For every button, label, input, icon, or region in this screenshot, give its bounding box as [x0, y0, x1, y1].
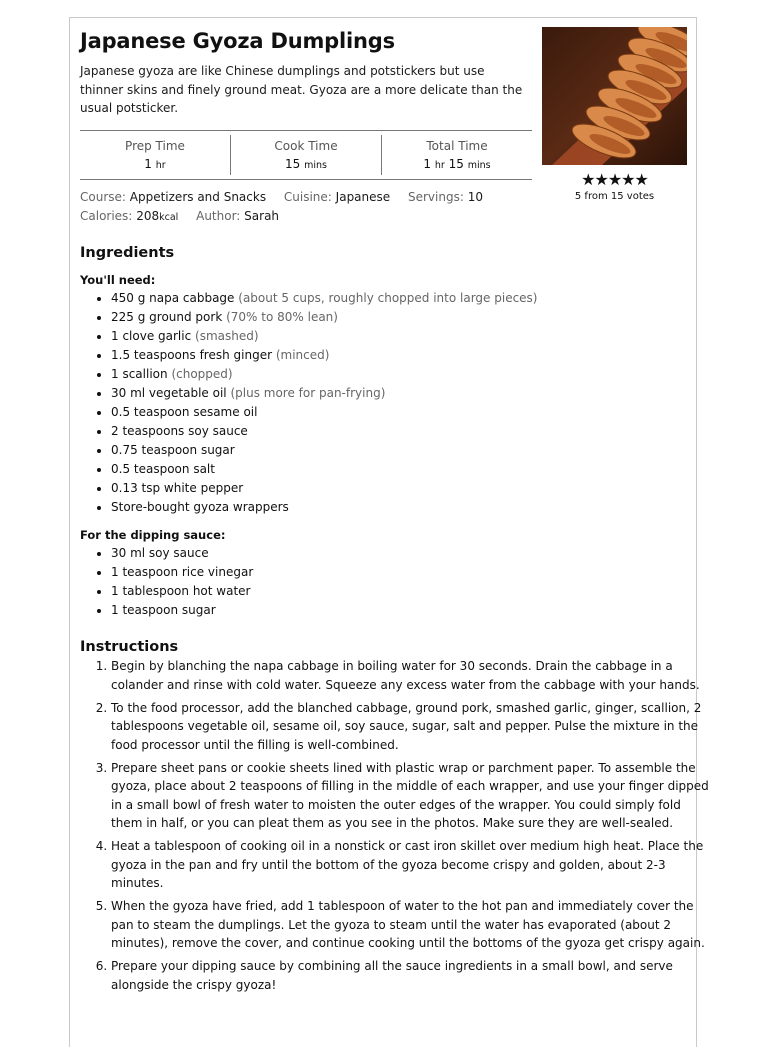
ingredient-item — [111, 479, 538, 498]
ingredient-amount-name: 450 g napa cabbage — [111, 291, 235, 305]
ingredient-amount-name: 225 g ground pork — [111, 310, 223, 324]
ingredient-list-sauce — [80, 544, 253, 620]
ingredient-item — [111, 384, 538, 403]
author: Author: Sarah — [196, 209, 280, 223]
ingredient-item — [111, 460, 538, 479]
servings: Servings: 10 — [408, 190, 483, 204]
instruction-step: 4. Heat a tablespoon of cooking oil in a nonstick or cast iron skillet over medium high heat. Place the gyoza in the pan and fry until the bottom of the gyoza become crispy and golden, about 2-3 minutes. — [111, 837, 711, 893]
ingredients-heading: Ingredients — [80, 245, 175, 261]
total-time-hours-unit: hr — [434, 160, 445, 171]
ingredient-amount-name: 0.5 teaspoon sesame oil — [111, 405, 258, 419]
ingredient-note: (smashed) — [195, 329, 259, 343]
ingredient-item — [111, 498, 538, 517]
rating-stars[interactable]: ★★★★★ — [581, 170, 648, 189]
ingredient-amount-name: Store-bought gyoza wrappers — [111, 500, 289, 514]
ingredient-item — [111, 601, 253, 620]
recipe-times — [80, 130, 532, 180]
total-time-value — [382, 157, 532, 171]
ingredient-amount-name: 30 ml soy sauce — [111, 546, 209, 560]
calories: Calories: 208kcal — [80, 209, 179, 223]
ingredient-item — [111, 289, 538, 308]
ingredient-amount-name: 0.5 teaspoon salt — [111, 462, 215, 476]
ingredient-note: (minced) — [275, 348, 330, 362]
ingredient-item — [111, 403, 538, 422]
ingredient-item — [111, 308, 538, 327]
prep-time-unit: hr — [155, 160, 166, 171]
ingredient-note: (chopped) — [171, 367, 233, 381]
cuisine: Cuisine: Japanese — [283, 190, 391, 204]
ingredient-amount-name: 30 ml vegetable oil — [111, 386, 227, 400]
prep-time-hours: 1 — [144, 157, 152, 171]
ingredient-item — [111, 422, 538, 441]
ingredient-item — [111, 365, 538, 384]
ingredient-amount-name: 1.5 teaspoons fresh ginger — [111, 348, 273, 362]
instruction-step: 3. Prepare sheet pans or cookie sheets lined with plastic wrap or parchment paper. To assemble the gyoza, place about 2 teaspoons of filling in the middle of each wrapper, and use your finger dipped in a small bowl of fresh water to moisten the outer edges of the wrapper. You could simply fold them in half, or you can pleat them as you see in the photos. Make sure they are well-sealed. — [111, 759, 711, 833]
ingredient-amount-name: 2 teaspoons soy sauce — [111, 424, 248, 438]
total-time-minutes-unit: mins — [467, 160, 491, 171]
ingredient-item — [111, 544, 253, 563]
instruction-step: 2. To the food processor, add the blanched cabbage, ground pork, smashed garlic, ginger, scallion, 2 tablespoons vegetable oil, sesame oil, soy sauce, sugar, salt and pepper. Pulse the mixture in the food processor until the filling is well-combined. — [111, 699, 711, 755]
gyoza-image — [542, 27, 687, 165]
recipe-photo — [542, 27, 687, 165]
prep-time-value — [80, 157, 230, 171]
ingredient-amount-name: 0.13 tsp white pepper — [111, 481, 244, 495]
course: Course: Appetizers and Snacks — [80, 190, 267, 204]
instruction-step: 6. Prepare your dipping sauce by combining all the sauce ingredients in a small bowl, and serve alongside the crispy gyoza! — [111, 957, 711, 994]
ingredient-amount-name: 1 clove garlic — [111, 329, 192, 343]
ingredient-note: (about 5 cups, roughly chopped into large pieces) — [238, 291, 538, 305]
ingredient-amount-name: 1 teaspoon sugar — [111, 603, 216, 617]
instruction-step: 5. When the gyoza have fried, add 1 tablespoon of water to the hot pan and immediately cover the pan to steam the dumplings. Let the gyoza to steam until the water has evaporated (about 2 minutes), remove the cover, and continue cooking until the bottoms of the gyoza get crispy again. — [111, 897, 711, 953]
prep-time — [80, 135, 230, 175]
ingredient-note: (70% to 80% lean) — [226, 310, 338, 324]
rating-votes: 5 from 15 votes — [574, 191, 655, 202]
ingredient-list-main — [80, 289, 538, 517]
total-time-label: Total Time — [426, 139, 488, 153]
cook-time-unit: mins — [304, 160, 327, 171]
recipe-meta-line-2 — [80, 209, 293, 223]
ingredient-amount-name: 1 tablespoon hot water — [111, 584, 251, 598]
cook-time-minutes: 15 — [285, 157, 301, 171]
ingredient-amount-name: 0.75 teaspoon sugar — [111, 443, 235, 457]
ingredient-item — [111, 563, 253, 582]
prep-time-label: Prep Time — [125, 139, 185, 153]
instructions-heading: Instructions — [80, 639, 179, 655]
recipe-meta-line-1 — [80, 190, 497, 204]
total-time — [381, 135, 532, 175]
ingredient-item — [111, 441, 538, 460]
ingredient-item — [111, 582, 253, 601]
ingredient-group-name: You'll need: — [80, 273, 156, 287]
instruction-step: 1. Begin by blanching the napa cabbage in boiling water for 30 seconds. Drain the cabbage in a colander and rinse with cold water. Squeeze any excess water from the cabbage with your hands. — [111, 657, 711, 694]
cook-time — [230, 135, 381, 175]
recipe-title: Japanese Gyoza Dumplings — [80, 29, 395, 53]
total-time-hours: 1 — [423, 157, 432, 171]
ingredient-amount-name: 1 scallion — [111, 367, 168, 381]
ingredient-item — [111, 327, 538, 346]
cook-time-value — [231, 157, 381, 171]
recipe-summary: Japanese gyoza are like Chinese dumplings and potstickers but use thinner skins and finely ground meat. Gyoza are a more delicate than the usual potsticker. — [80, 64, 523, 115]
ingredient-item — [111, 346, 538, 365]
cook-time-label: Cook Time — [274, 139, 338, 153]
ingredient-note: (plus more for pan-frying) — [230, 386, 386, 400]
total-time-minutes: 15 — [448, 157, 464, 171]
ingredient-amount-name: 1 teaspoon rice vinegar — [111, 565, 254, 579]
ingredient-group-name: For the dipping sauce: — [80, 528, 226, 542]
instruction-list — [80, 657, 711, 999]
